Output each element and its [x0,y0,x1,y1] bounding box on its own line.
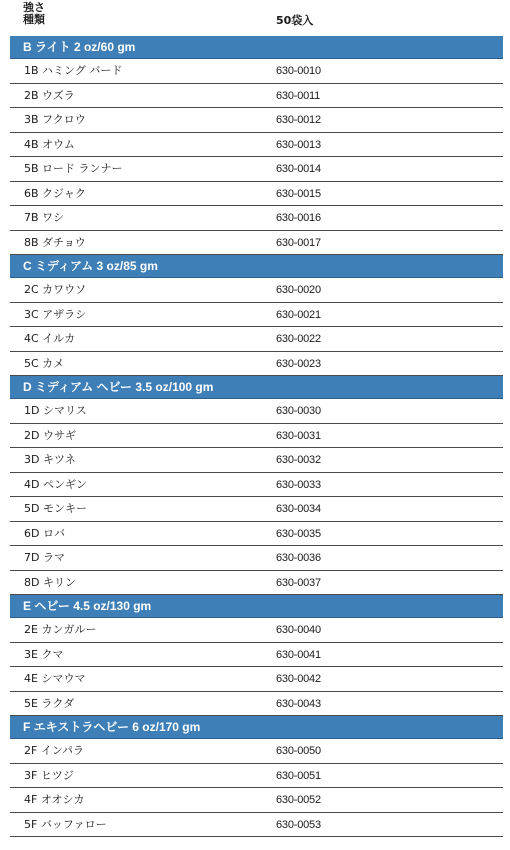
table-row [10,473,503,498]
product-name: 3D キツネ [24,453,76,466]
product-code: 630-0013 [276,138,321,151]
product-code: 630-0017 [276,236,321,249]
table-row [10,692,503,717]
product-name: 3C アザラシ [24,307,87,321]
product-name: 8D キリン [24,575,76,589]
product-code: 630-0052 [276,794,321,806]
table-row [10,182,503,207]
table-row [10,739,503,764]
product-name: 5E ラクダ [24,696,75,710]
strength-type-header [23,2,45,26]
product-name: 4F オオシカ [24,793,85,806]
table-row [10,546,503,571]
table-row [10,522,503,547]
product-name: 4B オウム [24,137,75,151]
table-row [10,788,503,813]
table-row [10,643,503,668]
product-code: 630-0033 [276,478,321,491]
product-code: 630-0016 [276,212,321,224]
product-name: 5F バッファロー [24,817,107,831]
table-row [10,157,503,182]
product-name: 7B ワシ [24,211,65,224]
product-name: 7D ラマ [24,551,65,564]
table-row [10,571,503,596]
product-code: 630-0042 [276,673,321,685]
product-name: 2B ウズラ [24,88,75,102]
table-row [10,352,503,377]
table-row [10,448,503,473]
product-name: 3F ヒツジ [24,768,74,782]
table-row [10,327,503,352]
product-code: 630-0041 [276,648,321,661]
product-code: 630-0021 [276,308,321,321]
strength-sections [10,36,503,837]
table-row [10,303,503,328]
table-row [10,813,503,838]
product-code: 630-0030 [276,405,321,417]
product-name: 2F インパラ [24,744,85,757]
table-row [10,764,503,789]
table-row [10,133,503,158]
product-name: 4D ペンギン [24,477,87,491]
table-row [10,618,503,643]
product-code: 630-0034 [276,503,321,515]
product-code: 630-0050 [276,745,321,757]
type-header-label: 種類 [23,13,45,26]
product-code: 630-0015 [276,187,321,200]
product-name: 2D ウサギ [24,428,76,442]
product-name: 3E クマ [24,647,64,661]
product-code: 630-0011 [276,89,321,102]
product-code: 630-0031 [276,429,321,442]
product-code: 630-0020 [276,284,321,296]
product-name: 4C イルカ [24,332,76,345]
product-code: 630-0040 [276,624,321,636]
table-row [10,399,503,424]
product-name: 5C カメ [24,356,65,370]
product-code: 630-0035 [276,527,321,540]
section-header: F エキストラヘビー 6 oz/170 gm [10,716,503,739]
product-name: 2E カンガルー [24,623,97,636]
product-name: 1B ハミング バード [24,64,123,77]
product-name: 3B フクロウ [24,113,86,126]
table-row [10,497,503,522]
product-code: 630-0023 [276,357,321,370]
column-header [0,0,510,36]
table-row [10,59,503,84]
product-code: 630-0037 [276,576,321,589]
product-code: 630-0053 [276,818,321,831]
product-name: 5D モンキー [24,502,87,515]
product-name: 4E シマウマ [24,672,86,685]
table-row [10,424,503,449]
product-name: 6D ロバ [24,526,65,540]
product-code: 630-0010 [276,65,321,77]
table-row [10,231,503,256]
product-name: 1D シマリス [24,404,87,417]
table-row [10,206,503,231]
section-header: D ミディアム ヘビー 3.5 oz/100 gm [10,376,503,399]
product-name: 8B ダチョウ [24,235,86,249]
product-code: 630-0012 [276,114,321,126]
product-code: 630-0014 [276,163,321,175]
product-code: 630-0032 [276,454,321,466]
table-row [10,84,503,109]
product-code: 630-0036 [276,552,321,564]
section-header: C ミディアム 3 oz/85 gm [10,255,503,278]
product-name: 6B クジャク [24,186,86,200]
strength-header-label: 強さ [23,1,45,14]
section-header: B ライト 2 oz/60 gm [10,36,503,59]
product-code: 630-0043 [276,697,321,710]
product-code: 630-0022 [276,333,321,345]
section-header: E ヘビー 4.5 oz/130 gm [10,595,503,618]
table-row [10,278,503,303]
product-code: 630-0051 [276,769,321,782]
table-row [10,108,503,133]
pack-count-header: 50袋入 [276,14,314,27]
product-name: 5B ロード ランナー [24,162,123,175]
product-name: 2C カワウソ [24,283,87,296]
table-row [10,667,503,692]
